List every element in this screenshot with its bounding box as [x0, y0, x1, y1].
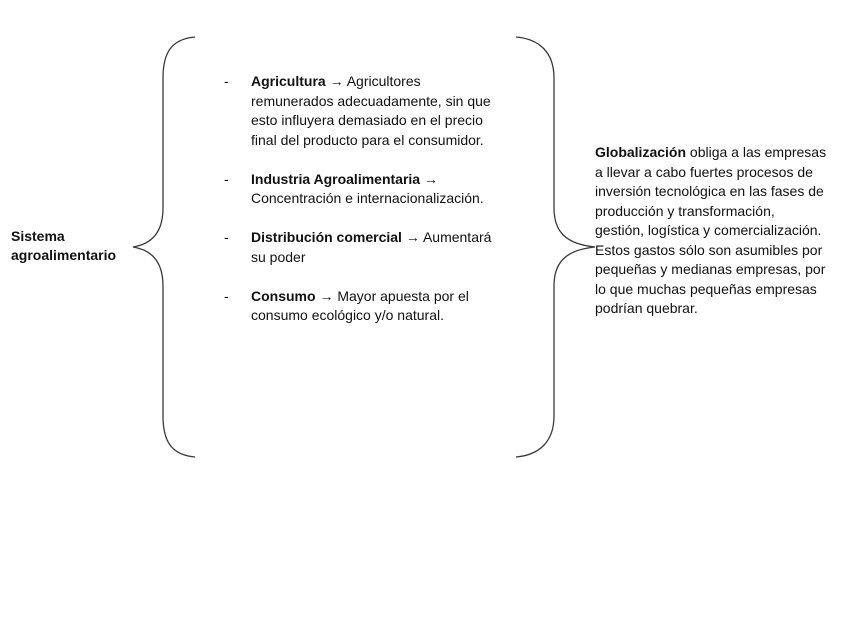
root-label-line1: Sistema: [11, 228, 65, 244]
list-dash: -: [224, 73, 229, 89]
item-title: Distribución comercial: [251, 229, 402, 245]
item-title: Industria Agroalimentaria: [251, 170, 421, 187]
list-item-industria: [222, 170, 502, 209]
arrow-icon: →: [329, 73, 344, 89]
item-text: Mayor apuesta por el consumo ecológico y/o natural.: [251, 287, 469, 323]
right-brace: [516, 37, 595, 457]
root-label-line2: agroalimentario: [11, 247, 117, 263]
subsystem-list: [222, 72, 502, 345]
globalization-note: [595, 143, 827, 319]
item-title: Agricultura: [251, 73, 326, 89]
item-text: Aumentará su poder: [251, 229, 492, 265]
left-brace: [133, 37, 195, 457]
list-dash: -: [224, 170, 229, 187]
list-dash: -: [224, 287, 229, 304]
arrow-icon: →: [319, 287, 334, 304]
list-item-consumo: [222, 287, 502, 326]
item-title: Consumo: [251, 287, 316, 304]
item-text: Agricultores remunerados adecuadamente, sin que esto influyera demasiado en el precio final del producto para el consumidor.: [251, 73, 491, 148]
list-dash: -: [224, 229, 229, 245]
globalization-text: obliga a las empresas a llevar a cabo fuertes procesos de inversión tecnológica en las fases de producción y transformación, gestión, logística y comercialización. Estos gastos sólo son asumibles por pequeñas y medianas empresas, por lo que muchas pequeñas empresas podrían quebrar.: [595, 144, 827, 316]
root-label: [11, 227, 141, 265]
arrow-icon: →: [405, 229, 420, 245]
globalization-title: Globalización: [595, 144, 687, 160]
item-text: Concentración e internacionalización.: [251, 190, 484, 206]
list-item-agricultura: [222, 72, 502, 150]
list-item-distribucion: [222, 228, 502, 267]
arrow-icon: →: [423, 170, 438, 187]
